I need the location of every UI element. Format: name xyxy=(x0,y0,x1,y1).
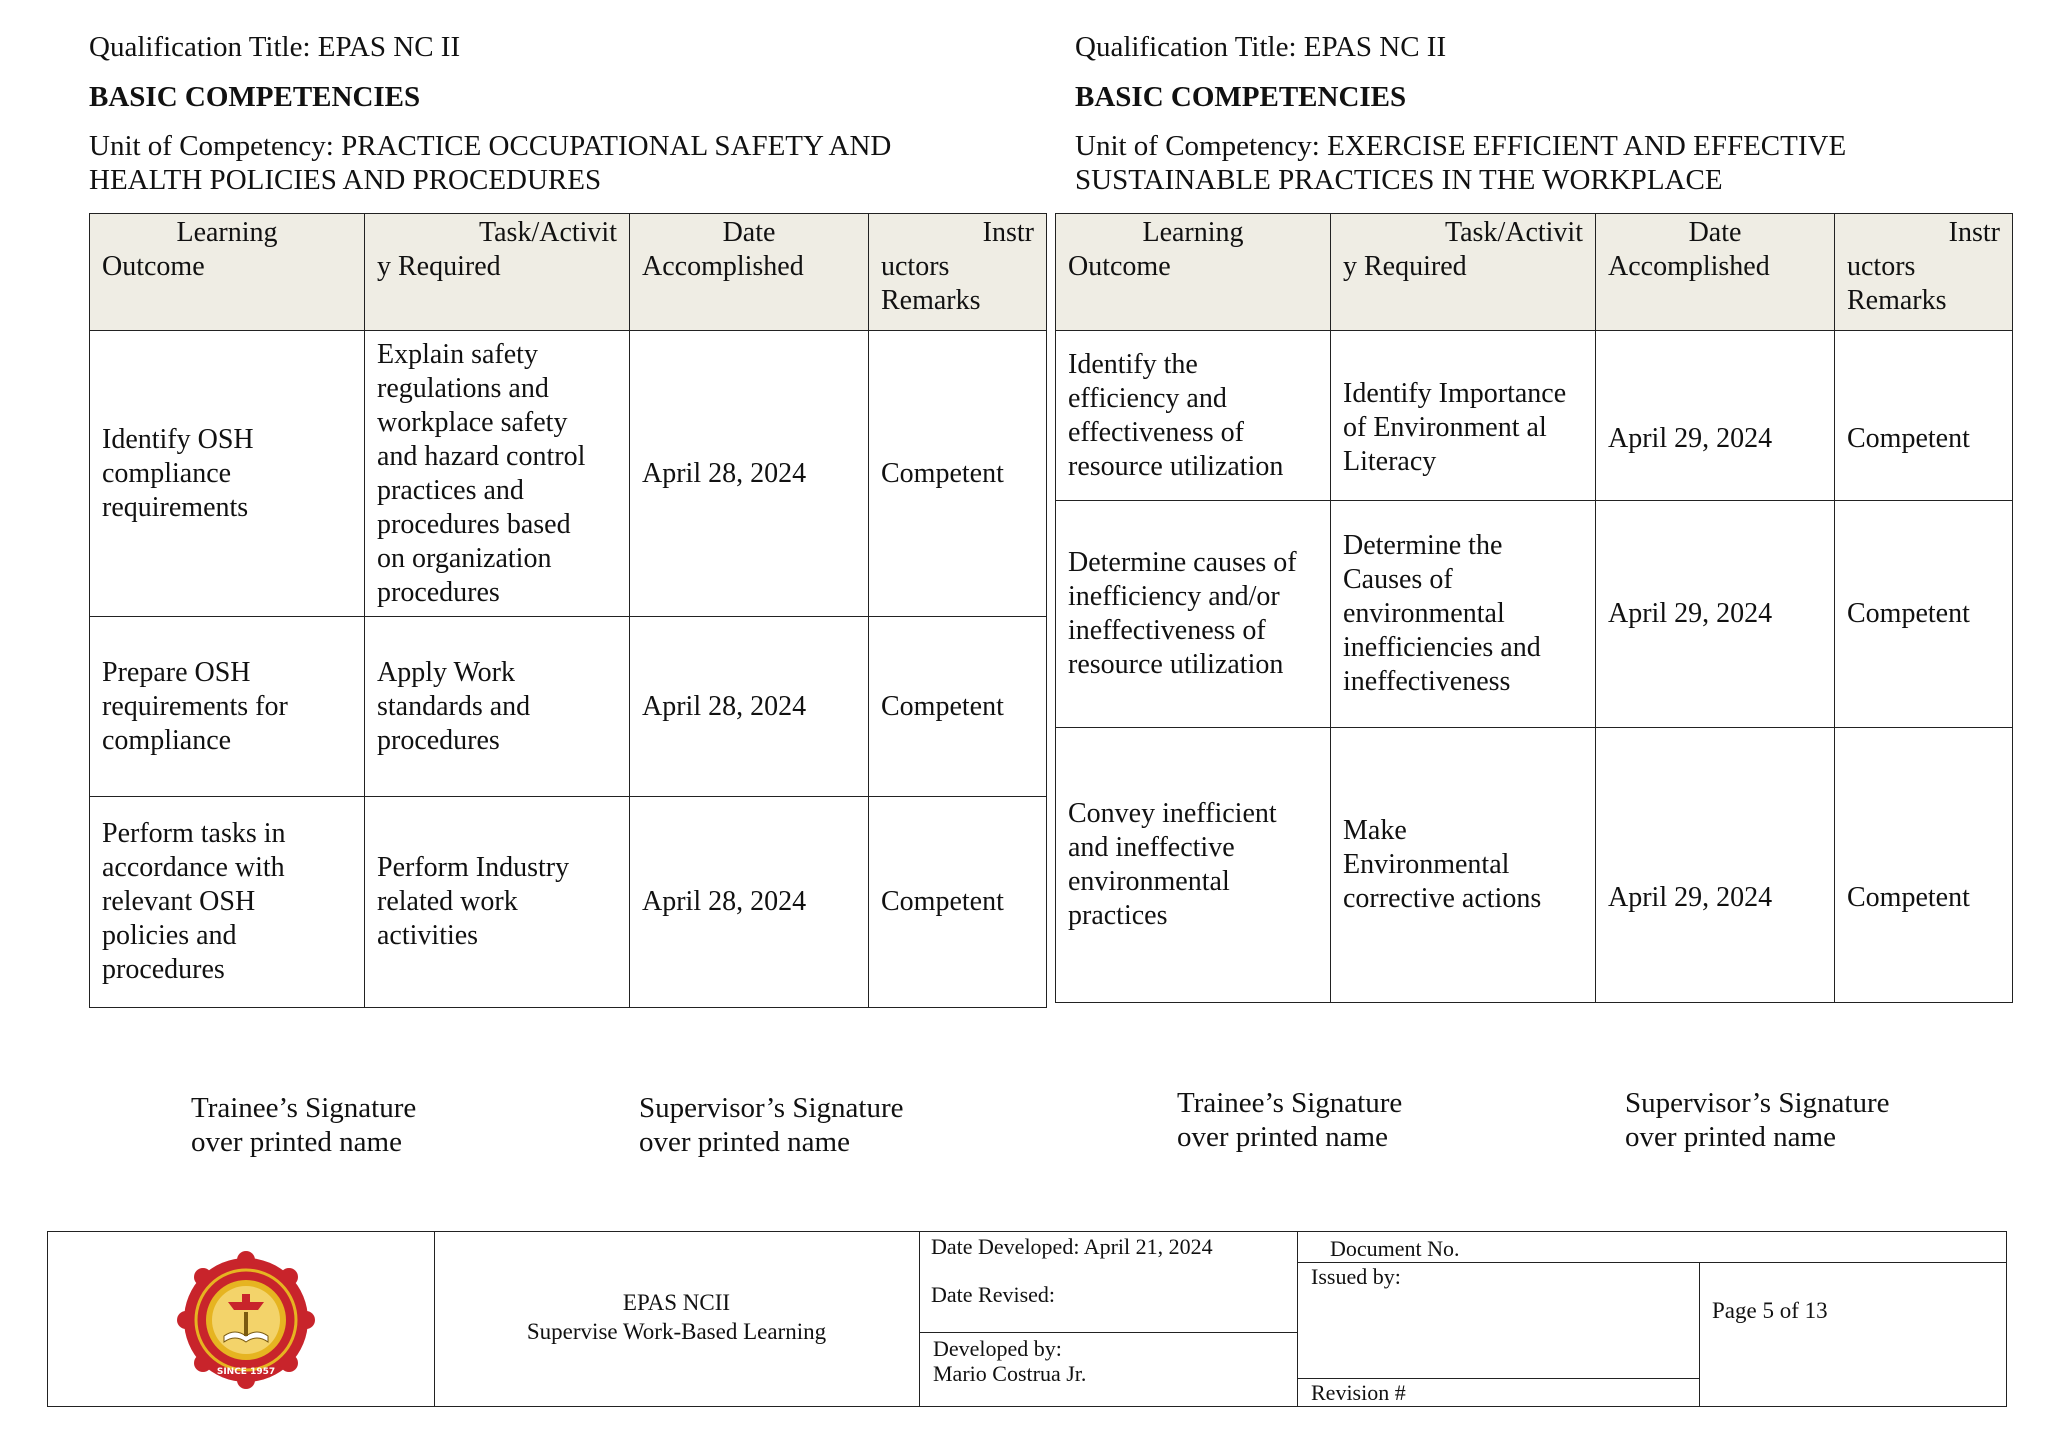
cell-line: policies and xyxy=(102,920,237,951)
unit-of-competency: Unit of Competency: PRACTICE OCCUPATIONAL SAFETY AND HEALTH POLICIES AND PROCEDURES xyxy=(89,130,892,196)
task-cell xyxy=(365,331,630,617)
remarks-cell: Competent xyxy=(1835,728,2013,1003)
footer-course: Supervise Work-Based Learning xyxy=(526,1319,827,1344)
remarks-cell: Competent xyxy=(1835,501,2013,728)
header-date-accomplished: Date Accomplished xyxy=(1596,214,1835,331)
remarks-cell: Competent xyxy=(869,797,1047,1008)
header-instructors-remarks: Instr uctors Remarks xyxy=(869,214,1047,331)
seal-icon xyxy=(176,1250,316,1390)
left-competency-table xyxy=(89,213,1047,1008)
cell-line: compliance xyxy=(102,724,232,756)
qualification-title: Qualification Title: EPAS NC II xyxy=(1075,31,1447,63)
cell-line: activities xyxy=(377,920,479,951)
cell-line: regulations and xyxy=(377,372,549,404)
cell-line: Causes of xyxy=(1343,564,1453,595)
header-learning-outcome: Learning Outcome xyxy=(1056,214,1331,331)
cell-line: environmental xyxy=(1343,598,1505,629)
right-unit-section xyxy=(1075,30,2032,197)
learning-outcome-cell xyxy=(90,331,365,617)
cell-line: procedures based xyxy=(377,508,571,540)
footer-issued-by: Issued by: xyxy=(1311,1264,1401,1289)
cell-line: ineffectiveness xyxy=(1343,666,1511,697)
date-cell: April 29, 2024 xyxy=(1596,728,1835,1003)
cell-line: corrective actions xyxy=(1343,883,1542,914)
header-learning-outcome: Learning Outcome xyxy=(90,214,365,331)
cell-line: standards and xyxy=(377,690,531,722)
cell-line: environmental xyxy=(1068,866,1230,897)
task-cell xyxy=(365,797,630,1008)
cell-line: procedures xyxy=(102,954,225,985)
header-instructors-remarks: Instr uctors Remarks xyxy=(1835,214,2013,331)
cell-line: ineffectiveness of xyxy=(1068,615,1266,646)
cell-line: and ineffective xyxy=(1068,832,1235,863)
cell-line: requirements xyxy=(102,491,249,523)
remarks-cell: Competent xyxy=(869,331,1047,617)
learning-outcome-cell xyxy=(90,617,365,797)
cell-line: Apply Work xyxy=(377,656,516,688)
learning-outcome-cell xyxy=(1056,331,1331,501)
date-cell: April 28, 2024 xyxy=(630,331,869,617)
section-title: BASIC COMPETENCIES xyxy=(89,81,421,113)
cell-line: accordance with xyxy=(102,852,285,883)
section-title: BASIC COMPETENCIES xyxy=(1075,81,1407,113)
table-row xyxy=(90,331,1047,617)
header-task-required: Task/Activit y Required xyxy=(365,214,630,331)
footer-date-revised: Date Revised: xyxy=(931,1282,1056,1307)
cell-line: Environmental xyxy=(1343,849,1510,880)
cell-line: on organization xyxy=(377,542,552,574)
cell-line: practices xyxy=(1068,900,1168,931)
remarks-cell: Competent xyxy=(869,617,1047,797)
cell-line: Convey inefficient xyxy=(1068,798,1277,829)
cell-line: and hazard control xyxy=(377,440,586,472)
cell-line: requirements for xyxy=(102,690,288,722)
task-cell xyxy=(1331,331,1596,501)
cell-line: efficiency and xyxy=(1068,382,1227,414)
table-row xyxy=(1056,501,2013,728)
cell-line: Identify OSH xyxy=(102,423,254,455)
footer-revision: Revision # xyxy=(1311,1380,1406,1405)
cell-line: workplace safety xyxy=(377,406,568,438)
trainee-signature-label-right: Trainee’s Signature over printed name xyxy=(1177,1087,1403,1153)
cell-line: Explain safety xyxy=(377,338,538,370)
qualification-title: Qualification Title: EPAS NC II xyxy=(89,31,461,63)
cell-line: procedures xyxy=(377,724,500,756)
learning-outcome-cell xyxy=(1056,728,1331,1003)
cell-line: Perform Industry xyxy=(377,852,570,883)
table-row xyxy=(90,617,1047,797)
right-competency-table xyxy=(1055,213,2013,1003)
header-date-accomplished: Date Accomplished xyxy=(630,214,869,331)
unit-of-competency: Unit of Competency: EXERCISE EFFICIENT AND EFFECTIVE SUSTAINABLE PRACTICES IN THE WORKPLACE xyxy=(1075,130,1847,196)
remarks-cell: Competent xyxy=(1835,331,2013,501)
task-cell xyxy=(1331,501,1596,728)
cell-line: Prepare OSH xyxy=(102,656,251,688)
header-task-required: Task/Activit y Required xyxy=(1331,214,1596,331)
institution-seal xyxy=(176,1250,316,1390)
cell-line: resource utilization xyxy=(1068,649,1284,680)
svg-text:SINCE 1957: SINCE 1957 xyxy=(216,1367,276,1377)
cell-line: Determine causes of xyxy=(1068,547,1297,578)
supervisor-signature-label-left: Supervisor’s Signature over printed name xyxy=(639,1092,904,1158)
cell-line: Identify Importance xyxy=(1343,377,1567,409)
cell-line: Make xyxy=(1343,815,1407,846)
table-header-row xyxy=(1056,214,2013,331)
left-unit-section xyxy=(89,30,1046,197)
task-cell xyxy=(1331,728,1596,1003)
cell-line: inefficiencies and xyxy=(1343,632,1541,663)
trainee-signature-label-left: Trainee’s Signature over printed name xyxy=(191,1092,417,1158)
footer-document-no: Document No. xyxy=(1330,1236,1460,1261)
cell-line: Identify the xyxy=(1068,348,1198,380)
cell-line: Determine the xyxy=(1343,530,1503,561)
document-footer xyxy=(47,1231,2007,1407)
date-cell: April 29, 2024 xyxy=(1596,331,1835,501)
table-row xyxy=(1056,728,2013,1003)
table-row xyxy=(90,797,1047,1008)
cell-line: resource utilization xyxy=(1068,450,1284,482)
cell-line: Literacy xyxy=(1343,445,1437,477)
cell-line: related work xyxy=(377,886,518,917)
footer-date-developed: Date Developed: April 21, 2024 xyxy=(931,1234,1213,1259)
cell-line: Perform tasks in xyxy=(102,818,286,849)
date-cell: April 29, 2024 xyxy=(1596,501,1835,728)
cell-line: inefficiency and/or xyxy=(1068,581,1280,612)
learning-outcome-cell xyxy=(90,797,365,1008)
cell-line: of Environment al xyxy=(1343,411,1547,443)
footer-course-block xyxy=(434,1288,919,1346)
table-row xyxy=(1056,331,2013,501)
cell-line: practices and xyxy=(377,474,524,506)
supervisor-signature-label-right: Supervisor’s Signature over printed name xyxy=(1625,1087,1890,1153)
task-cell xyxy=(365,617,630,797)
date-cell: April 28, 2024 xyxy=(630,797,869,1008)
cell-line: effectiveness of xyxy=(1068,416,1244,448)
cell-line: relevant OSH xyxy=(102,886,256,917)
cell-line: procedures xyxy=(377,576,500,608)
footer-page-number: Page 5 of 13 xyxy=(1712,1298,1828,1323)
learning-outcome-cell xyxy=(1056,501,1331,728)
table-header-row xyxy=(90,214,1047,331)
date-cell: April 28, 2024 xyxy=(630,617,869,797)
footer-program: EPAS NCII xyxy=(622,1290,731,1315)
footer-developed-by: Developed by: Mario Costrua Jr. xyxy=(933,1336,1087,1386)
cell-line: compliance xyxy=(102,457,232,489)
